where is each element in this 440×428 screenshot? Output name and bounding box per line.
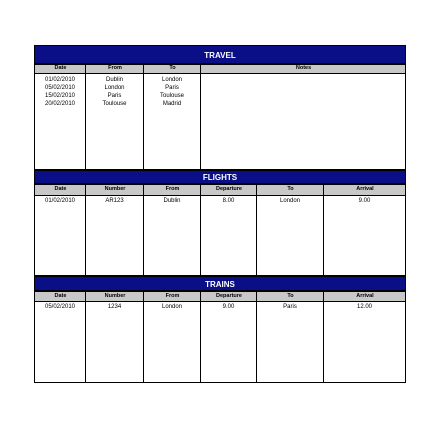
travel-section xyxy=(34,45,406,170)
trains-row-1-to: Paris xyxy=(283,304,297,310)
flights-row-1-date: 01/02/2010 xyxy=(44,198,76,204)
flights-row-1-from: Dublin xyxy=(163,198,181,204)
flights-header-departure: Departure xyxy=(216,186,242,192)
trains-header-date: Date xyxy=(54,293,67,299)
flights-title: FLIGHTS xyxy=(34,170,406,184)
travel-row-2-date: 05/02/2010 xyxy=(44,85,76,91)
travel-row-3-from: Paris xyxy=(107,93,122,99)
trains-row-1-departure: 9.00 xyxy=(222,304,235,310)
flights-row-1-number: AR123 xyxy=(105,198,124,204)
travel-row-2-from: London xyxy=(104,85,125,91)
flights-header-to: To xyxy=(287,186,294,192)
travel-table-body xyxy=(34,64,406,170)
trains-table-body xyxy=(34,291,406,383)
trains-row-1-from: London xyxy=(161,304,183,310)
trains-header-to: To xyxy=(287,293,294,299)
travel-row-4-from: Toulouse xyxy=(102,101,127,107)
flights-header-arrival: Arrival xyxy=(356,186,374,192)
flights-header-date: Date xyxy=(54,186,67,192)
flights-section xyxy=(34,170,406,276)
trains-header-arrival: Arrival xyxy=(356,293,374,299)
flights-header-number: Number xyxy=(104,186,126,192)
travel-header-from: From xyxy=(108,65,122,71)
flights-row-1-departure: 8.00 xyxy=(222,198,235,204)
travel-row-1-date: 01/02/2010 xyxy=(44,77,76,83)
travel-row-4-to: Madrid xyxy=(162,101,182,107)
travel-row-3-date: 15/02/2010 xyxy=(44,93,76,99)
travel-row-3-to: Toulouse xyxy=(159,93,185,99)
trains-row-1-arrival: 12.00 xyxy=(356,304,372,310)
trains-section xyxy=(34,276,406,383)
trains-row-1-date: 05/02/2010 xyxy=(44,304,76,310)
travel-title: TRAVEL xyxy=(34,45,406,64)
trains-header-from: From xyxy=(165,293,180,299)
travel-row-2-to: Paris xyxy=(165,85,179,91)
flights-table-body xyxy=(34,184,406,276)
trains-title: TRAINS xyxy=(34,276,406,291)
trains-header-number: Number xyxy=(104,293,126,299)
flights-row-1-arrival: 9.00 xyxy=(358,198,371,204)
travel-header-date: Date xyxy=(54,65,67,71)
travel-row-1-to: London xyxy=(161,77,183,83)
trains-header-departure: Departure xyxy=(216,293,242,299)
travel-header-to: To xyxy=(169,65,176,71)
travel-row-1-from: Dublin xyxy=(105,77,123,83)
flights-header-from: From xyxy=(165,186,180,192)
travel-row-4-date: 20/02/2010 xyxy=(44,101,76,107)
trains-row-1-number: 1234 xyxy=(107,304,122,310)
flights-row-1-to: London xyxy=(279,198,301,204)
travel-header-notes: Notes xyxy=(295,65,312,71)
